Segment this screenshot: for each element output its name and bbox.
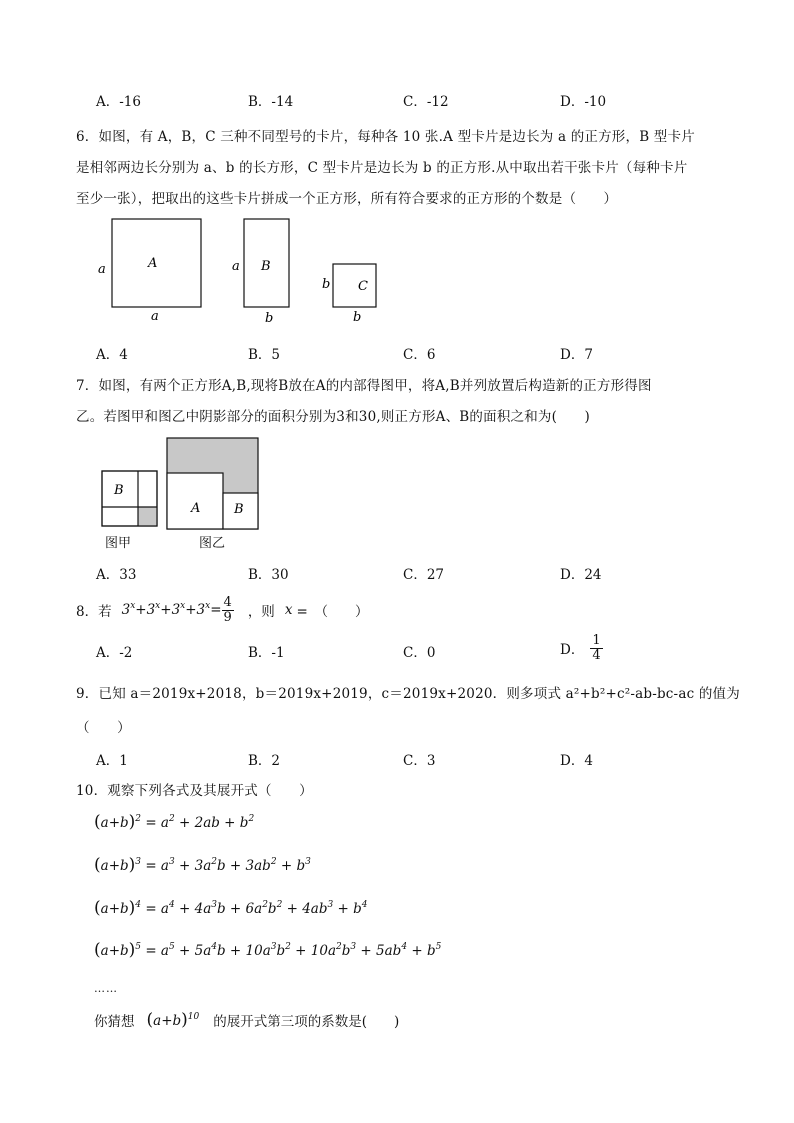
card-c	[333, 264, 376, 307]
card-b-side-bottom: b	[265, 311, 274, 326]
q8-middle: ，则	[247, 604, 275, 620]
q8-option-a: A．-2	[96, 645, 133, 661]
q6-card-figure	[90, 210, 390, 330]
expansion-fifth: $(a+b)^5 = a^5 + 5a^4b + 10a^3b^2 + 10a^2b^3 + 5ab^4 + b^5$	[94, 940, 442, 960]
q7-stem-line2: 乙。若图甲和图乙中阴影部分的面积分别为3和30,则正方形A、B的面积之和为( )	[76, 409, 590, 425]
q5-option-a: A．-16	[96, 94, 141, 110]
q9-option-b: B．2	[248, 753, 281, 769]
q7-stem-line1: 7．如图，有两个正方形A,B,现将B放在A的内部得图甲，将A,B并列放置后构造新的正方形得图	[76, 378, 652, 394]
q8-var: x	[284, 602, 293, 618]
q8-option-c: C．0	[403, 645, 436, 661]
q8-prefix: 8．若	[76, 604, 112, 620]
q6-option-c: C．6	[403, 347, 436, 363]
q7-option-a: A．33	[96, 567, 137, 583]
expansion-square: $(a+b)^2 = a^2 + 2ab + b^2$	[94, 812, 255, 832]
ellipsis: ……	[94, 982, 118, 995]
card-a-side-bottom: a	[151, 309, 159, 324]
q5-option-b: B．-14	[248, 94, 294, 110]
card-b-side-left: a	[232, 259, 240, 274]
q6-stem-line3: 至少一张），把取出的这些卡片拼成一个正方形，所有符合要求的正方形的个数是（ ）	[76, 191, 618, 207]
card-c-label: C	[358, 279, 368, 294]
expansion-cube: $(a+b)^3 = a^3 + 3a^2b + 3ab^2 + b^3$	[94, 855, 311, 875]
q10-guess: 你猜想 $(a+b)^{10}$ 的展开式第三项的系数是( )	[94, 1010, 400, 1030]
q10-stem: 10．观察下列各式及其展开式（ ）	[76, 783, 313, 799]
jia-caption: 图甲	[105, 536, 132, 551]
card-a-side-left: a	[98, 262, 106, 277]
card-a-label: A	[148, 256, 158, 271]
jia-shaded-corner	[138, 507, 157, 526]
q8-option-d: D． $\frac{1}{4}$	[560, 632, 601, 663]
q7-square-figure	[96, 434, 266, 554]
q7-option-b: B．30	[248, 567, 289, 583]
yi-label-a: A	[191, 501, 201, 516]
q5-option-d: D．-10	[560, 94, 607, 110]
card-b-label: B	[261, 259, 271, 274]
q6-stem-line1: 6．如图，有 A，B，C 三种不同型号的卡片，每种各 10 张.A 型卡片是边长为 a 的正方形，B 型卡片	[76, 129, 695, 145]
q6-stem-line2: 是相邻两边长分别为 a、b 的长方形，C 型卡片是边长为 b 的正方形.从中取出若干张卡片（每种卡片	[76, 160, 688, 176]
card-c-side-left: b	[322, 277, 331, 292]
q8-tail: = （ ）	[296, 604, 369, 620]
expansion-fourth: $(a+b)^4 = a^4 + 4a^3b + 6a^2b^2 + 4ab^3 + b^4$	[94, 898, 368, 918]
q8-fraction: $\frac{4}{9}$	[223, 594, 232, 625]
q9-option-d: D．4	[560, 753, 593, 769]
q9-option-a: A．1	[96, 753, 128, 769]
yi-caption: 图乙	[199, 536, 226, 551]
jia-label-b: B	[114, 483, 124, 498]
q9-stem-line1: 9．已知 a＝2019x+2018，b＝2019x+2019，c＝2019x+2020．则多项式 a²+b²+c²-ab-bc-ac 的值为	[76, 686, 740, 702]
q8-equation: $3^x+3^x+3^x+3^x=$	[121, 601, 222, 618]
q7-option-c: C．27	[403, 567, 445, 583]
q7-option-d: D．24	[560, 567, 602, 583]
q8-option-b: B．-1	[248, 645, 285, 661]
q8-stem	[76, 592, 369, 628]
q6-option-a: A．4	[96, 347, 128, 363]
q5-option-c: C．-12	[403, 94, 449, 110]
q9-stem-line2: （ ）	[76, 720, 131, 736]
q6-option-b: B．5	[248, 347, 281, 363]
card-c-side-bottom: b	[353, 310, 362, 325]
q9-option-c: C．3	[403, 753, 436, 769]
q6-option-d: D．7	[560, 347, 593, 363]
yi-label-b: B	[234, 502, 244, 517]
